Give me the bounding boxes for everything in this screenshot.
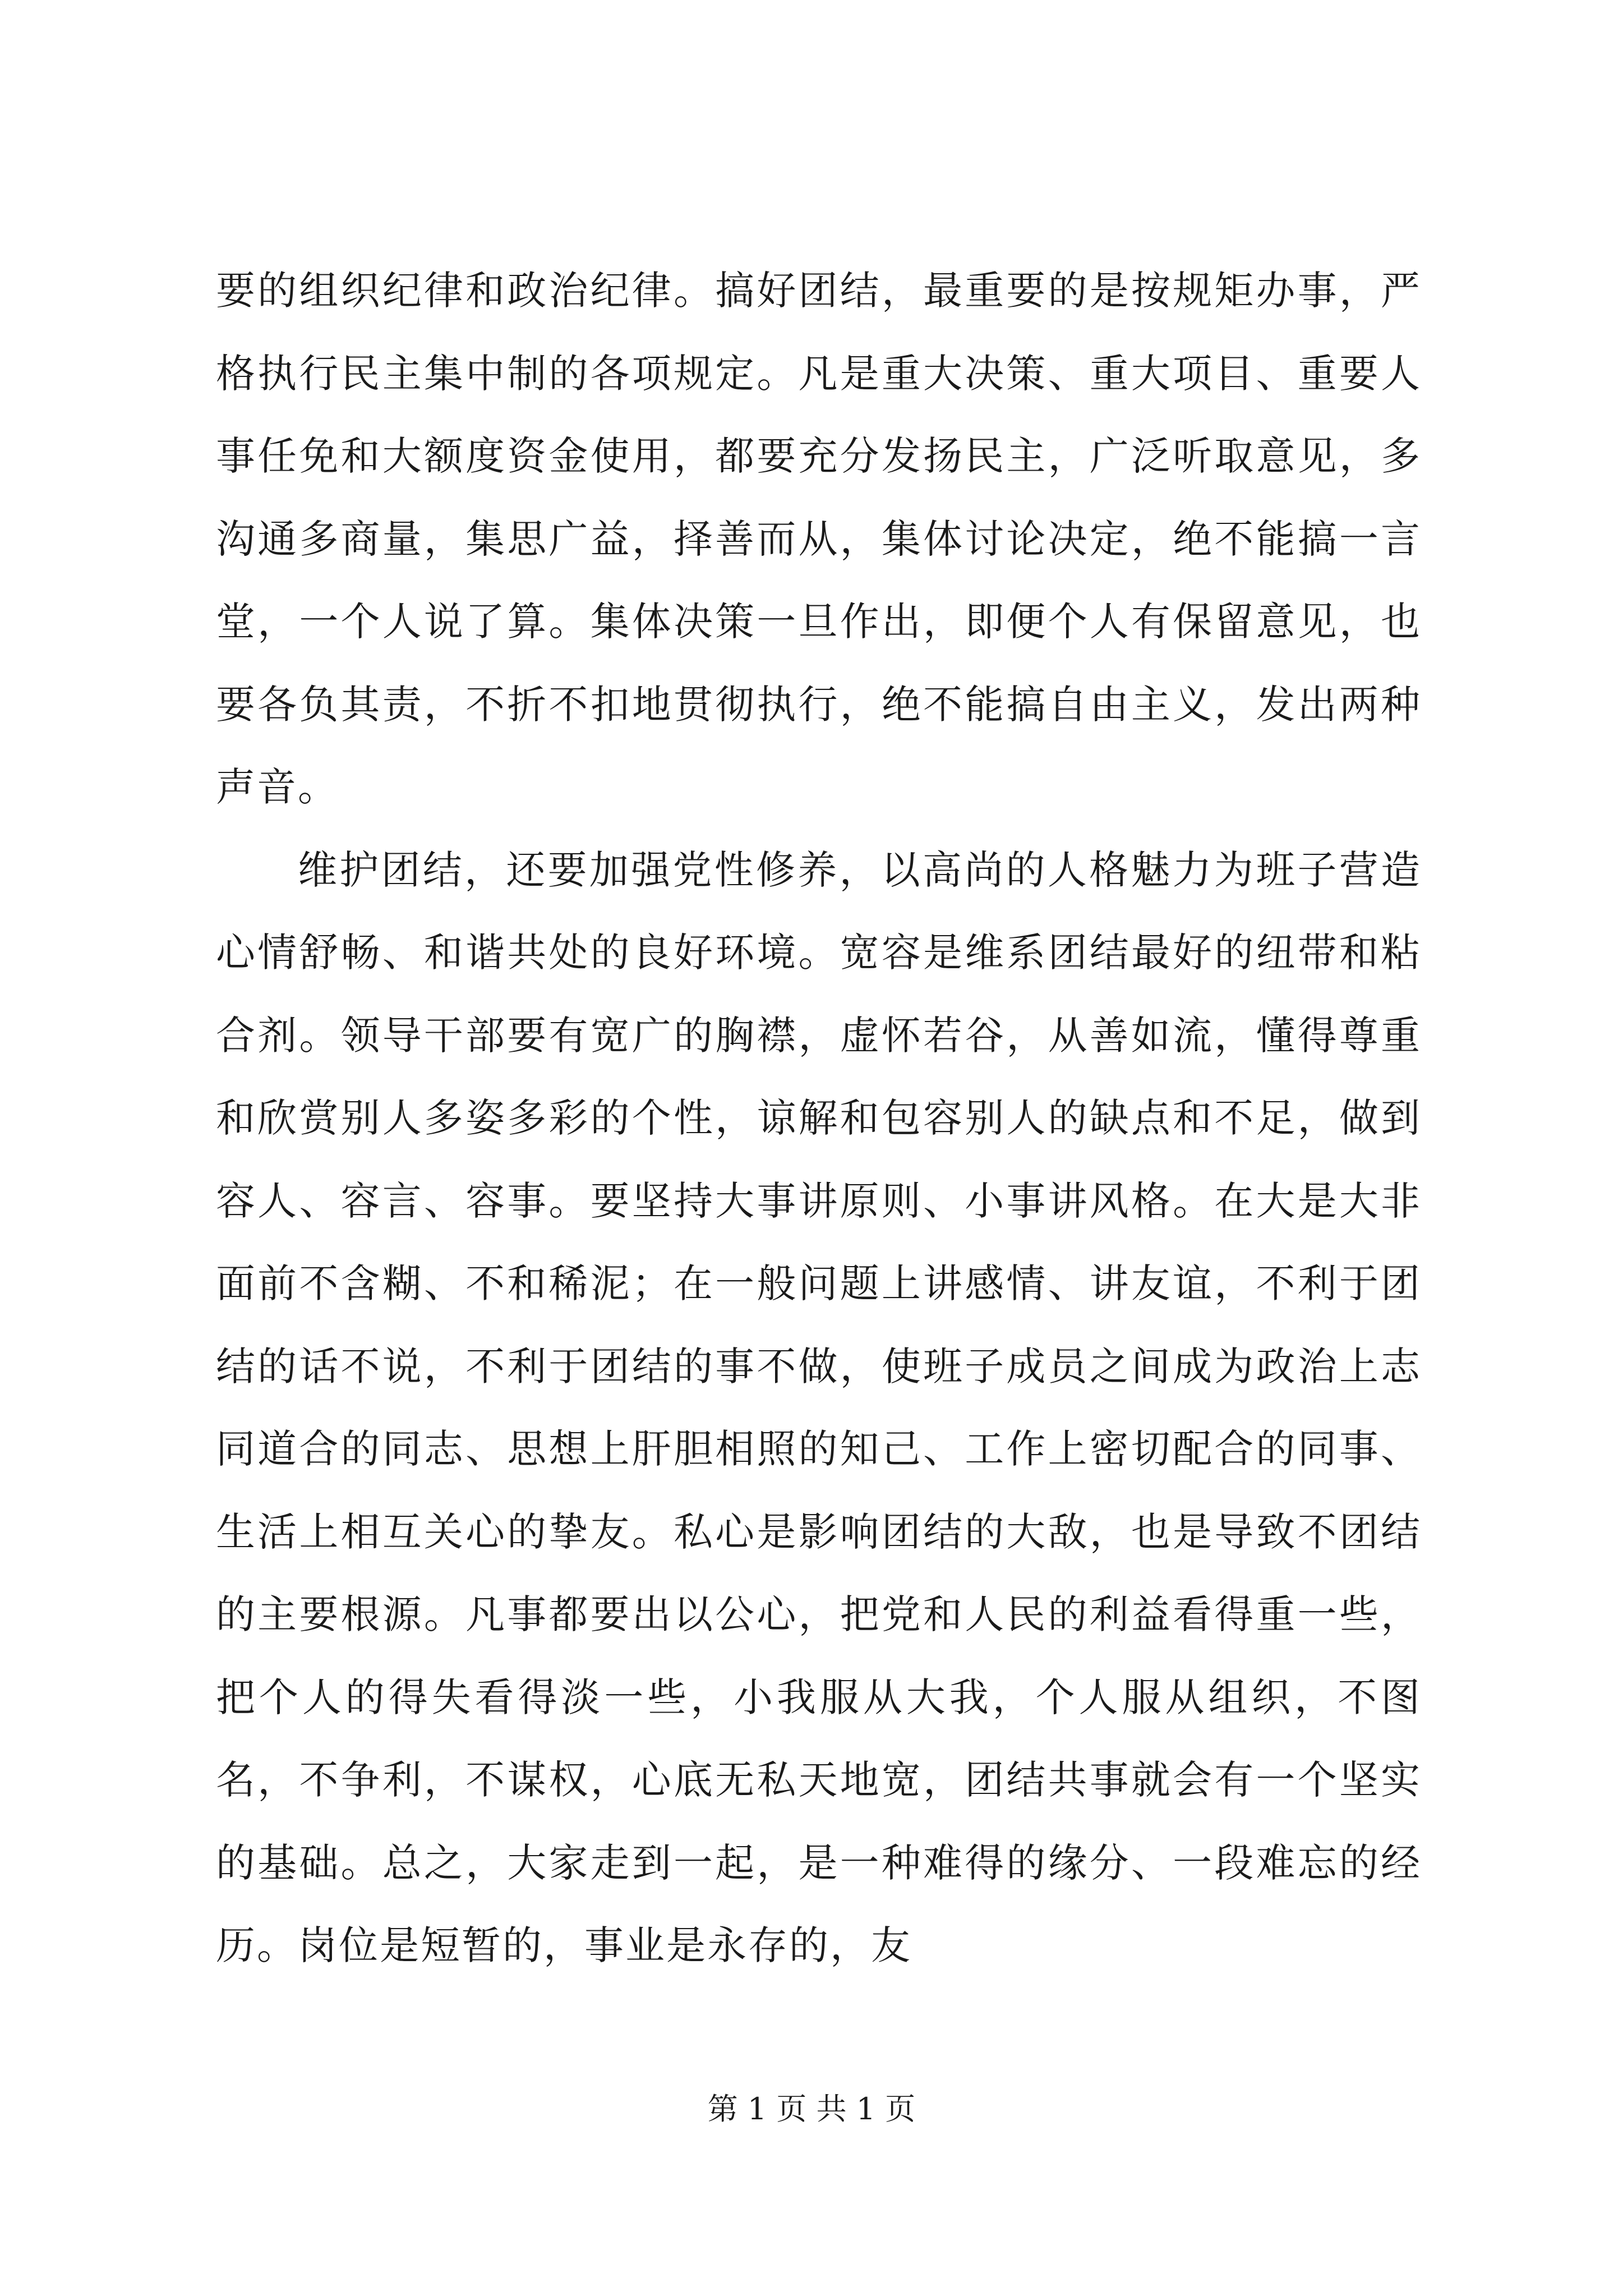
page-footer: 第 1 页 共 1 页	[707, 2091, 916, 2127]
document-body	[216, 250, 1422, 1987]
paragraph-2: 维护团结，还要加强党性修养，以高尚的人格魅力为班子营造心情舒畅、和谐共处的良好环境。宽容是维系团结最好的纽带和粘合剂。领导干部要有宽广的胸襟，虚怀若谷，从善如流，懂得尊重和欣赏别人多姿多彩的个性，谅解和包容别人的缺点和不足，做到容人、容言、容事。要坚持大事讲原则、小事讲风格。在大是大非面前不含糊、不和稀泥；在一般问题上讲感情、讲友谊，不利于团结的话不说，不利于团结的事不做，使班子成员之间成为政治上志同道合的同志、思想上肝胆相照的知己、工作上密切配合的同事、生活上相互关心的挚友。私心是影响团结的大敌，也是导致不团结的主要根源。凡事都要出以公心，把党和人民的利益看得重一些，把个人的得失看得淡一些，小我服从大我，个人服从组织，不图名，不争利，不谋权，心底无私天地宽，团结共事就会有一个坚实的基础。总之，大家走到一起，是一种难得的缘分、一段难忘的经历。岗位是短暂的，事业是永存的，友	[216, 846, 1422, 1968]
paragraph-1: 要的组织纪律和政治纪律。搞好团结，最重要的是按规矩办事，严格执行民主集中制的各项规定。凡是重大决策、重大项目、重要人事任免和大额度资金使用，都要充分发扬民主，广泛听取意见，多沟通多商量，集思广益，择善而从，集体讨论决定，绝不能搞一言堂，一个人说了算。集体决策一旦作出，即便个人有保留意见，也要各负其责，不折不扣地贯彻执行，绝不能搞自由主义，发出两种声音。	[216, 268, 1422, 810]
